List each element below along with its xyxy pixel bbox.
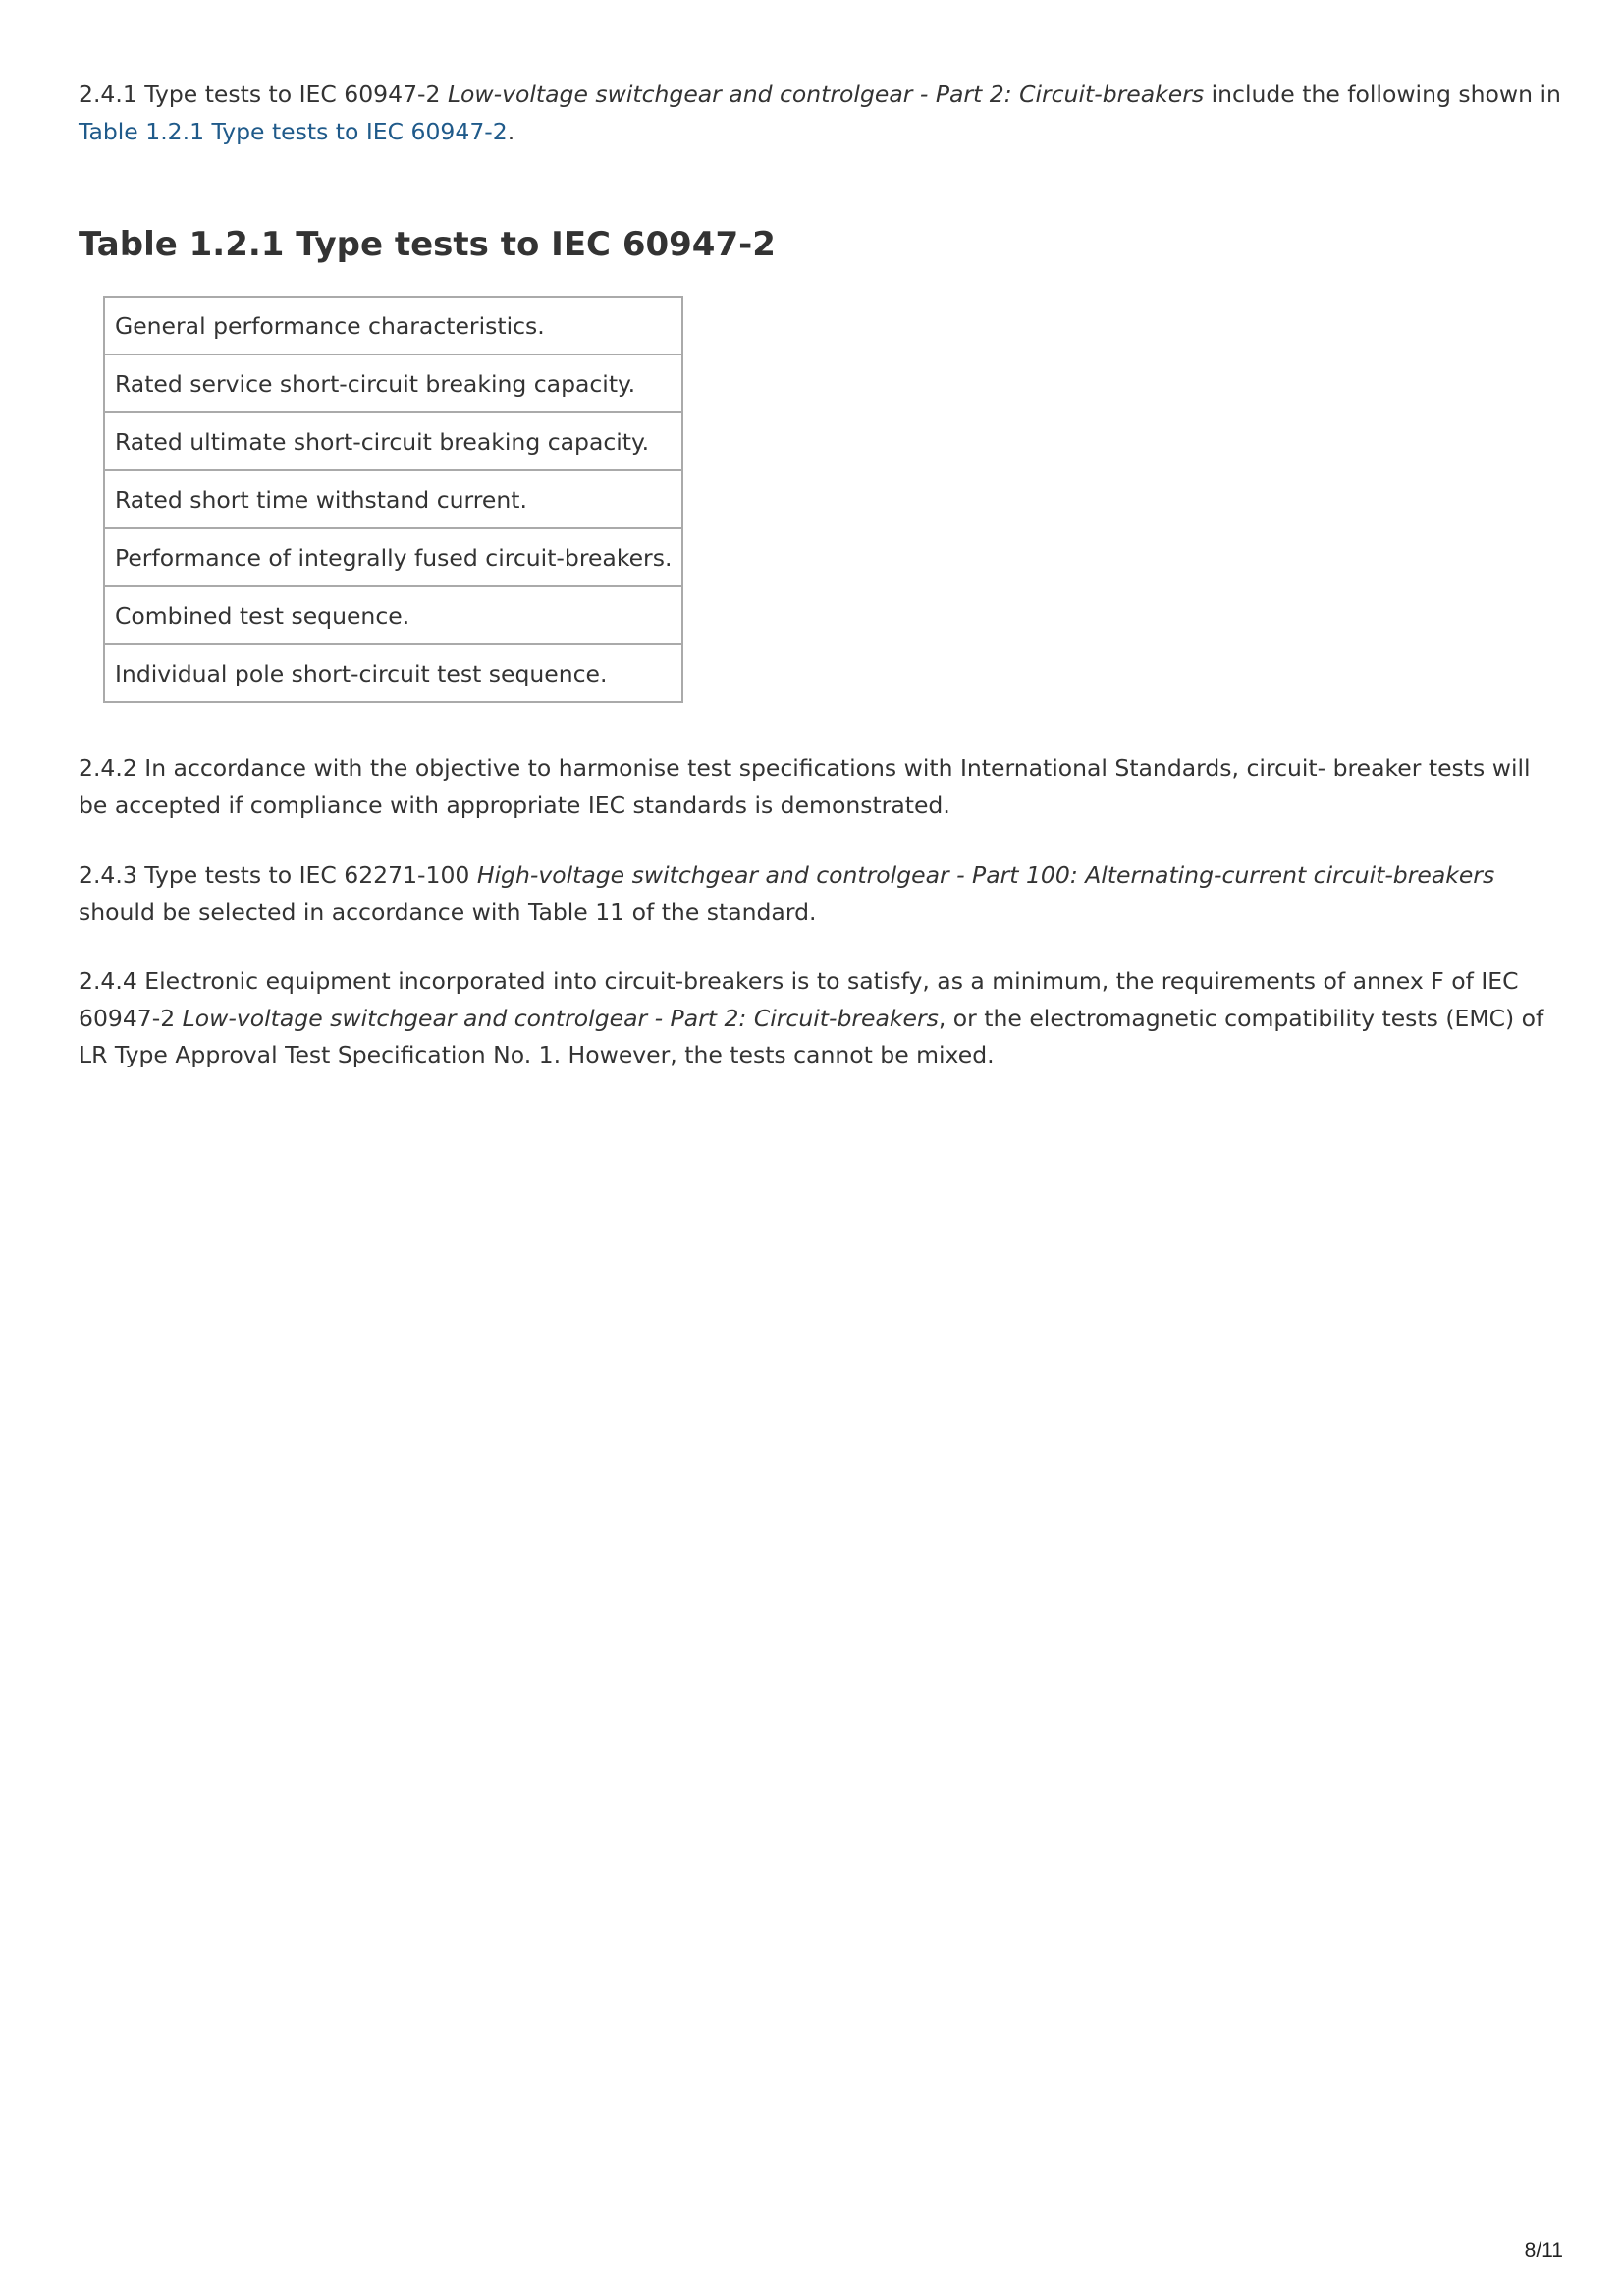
paragraph-2-4-1 xyxy=(79,77,1561,150)
type-tests-table xyxy=(103,296,683,703)
paragraph-2-4-4 xyxy=(79,963,1561,1074)
table-cell: Rated ultimate short-circuit breaking capacity. xyxy=(104,412,682,470)
table-row xyxy=(104,297,682,355)
paragraph-2-4-1-suffix: . xyxy=(507,117,515,145)
paragraph-2-4-3-suffix: should be selected in accordance with Table 11 of the standard. xyxy=(79,898,817,926)
paragraph-2-4-4-prefix: 2.4.4 Electronic equipment incorporated into circuit-breakers is to satisfy, as a minimum, the requirements of annex F of IEC 60947-2 xyxy=(79,967,1519,1032)
paragraph-2-4-1-prefix: 2.4.1 Type tests to IEC 60947-2 xyxy=(79,81,448,108)
table-cell: Rated service short-circuit breaking capacity. xyxy=(104,355,682,412)
paragraph-2-4-4-suffix: , or the electromagnetic compatibility tests (EMC) of LR Type Approval Test Specification No. 1. However, the tests cannot be mixed. xyxy=(79,1004,1544,1068)
table-row xyxy=(104,412,682,470)
table-1-2-1-link[interactable]: Table 1.2.1 Type tests to IEC 60947-2 xyxy=(79,117,508,145)
paragraph-2-4-3 xyxy=(79,857,1561,931)
paragraph-2-4-1-standard-title: Low-voltage switchgear and controlgear - Part 2: Circuit-breakers xyxy=(447,81,1205,108)
table-cell: Combined test sequence. xyxy=(104,586,682,644)
table-row xyxy=(104,355,682,412)
paragraph-2-4-1-middle: include the following shown in xyxy=(1204,81,1561,108)
paragraph-2-4-3-standard-title: High-voltage switchgear and controlgear - Part 100: Alternating-current circuit-breakers xyxy=(476,861,1495,889)
table-row xyxy=(104,528,682,586)
table-row xyxy=(104,470,682,528)
page-number: 8/11 xyxy=(1524,2239,1563,2262)
table-title: Table 1.2.1 Type tests to IEC 60947-2 xyxy=(79,225,776,264)
paragraph-2-4-3-prefix: 2.4.3 Type tests to IEC 62271-100 xyxy=(79,861,477,889)
paragraph-2-4-4-standard-title: Low-voltage switchgear and controlgear - Part 2: Circuit-breakers xyxy=(182,1004,939,1032)
table-cell: Performance of integrally fused circuit-breakers. xyxy=(104,528,682,586)
table-row xyxy=(104,644,682,702)
table-cell: General performance characteristics. xyxy=(104,297,682,355)
paragraph-2-4-2: 2.4.2 In accordance with the objective to harmonise test specifications with International Standards, circuit- breaker tests will be accepted if compliance with appropriate IEC standards is demonstrated. xyxy=(79,754,1531,819)
table-cell: Rated short time withstand current. xyxy=(104,470,682,528)
table-row xyxy=(104,586,682,644)
table-cell: Individual pole short-circuit test sequence. xyxy=(104,644,682,702)
